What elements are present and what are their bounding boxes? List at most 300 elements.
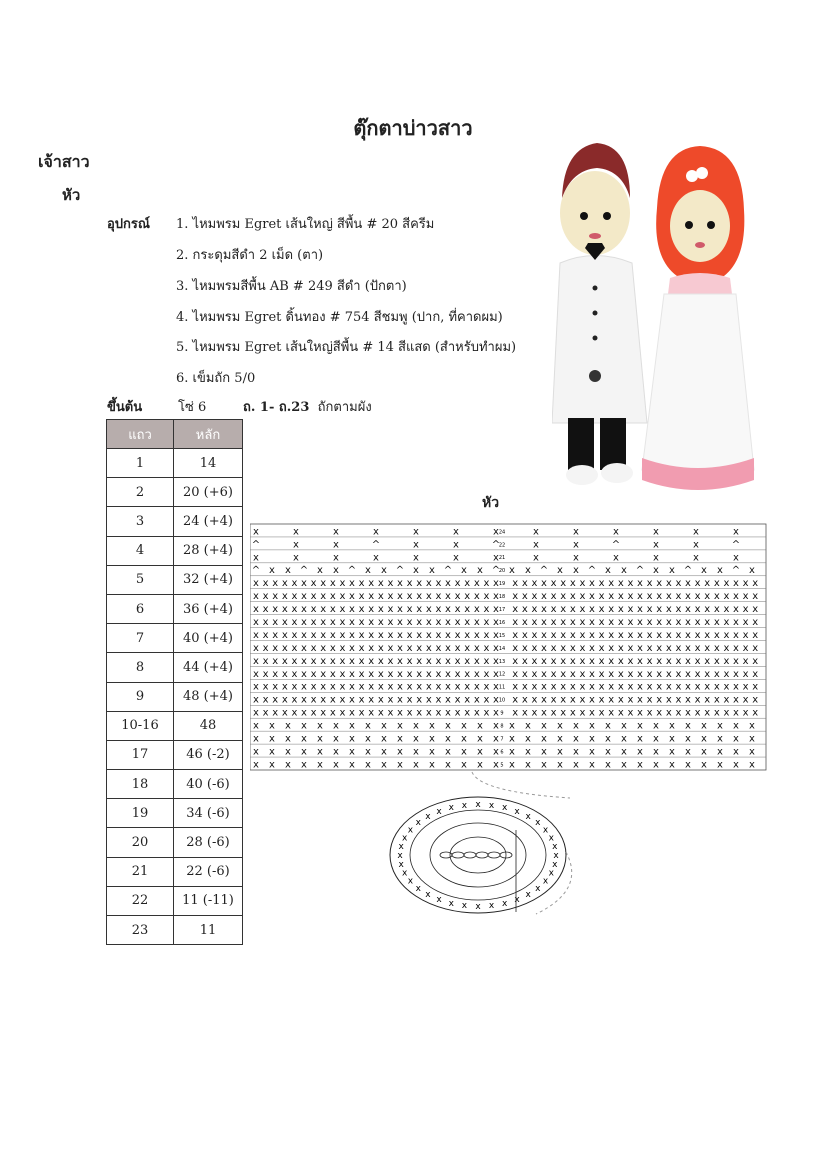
stitch-symbol: x xyxy=(368,642,375,654)
row-number-cell: 1 xyxy=(107,449,174,478)
stitch-symbol: x xyxy=(445,629,451,641)
chart-row-number: 16 xyxy=(498,619,506,626)
stitch-symbol: x xyxy=(579,668,586,680)
stitch-symbol: x xyxy=(733,707,739,719)
stitch-symbol: x xyxy=(541,720,547,732)
stitch-symbol: x xyxy=(320,591,327,603)
stitch-symbol: x xyxy=(435,629,442,641)
stitch-symbol: x xyxy=(608,681,615,693)
stitch-symbol: x xyxy=(320,616,327,628)
stitch-symbol: x xyxy=(685,759,691,771)
stitch-symbol: x xyxy=(573,565,579,577)
chart-row-number: 17 xyxy=(498,607,506,614)
stitch-symbol: x xyxy=(598,655,605,667)
stitch-symbol: x xyxy=(560,629,567,641)
stitch-symbol: x xyxy=(281,681,288,693)
stitch-symbol: x xyxy=(541,694,547,706)
chart-row-number: 10 xyxy=(498,697,506,704)
table-row xyxy=(107,711,243,740)
stitch-symbol: x xyxy=(637,591,643,603)
stitch-symbol: x xyxy=(397,616,403,628)
chart-row-number: 6 xyxy=(500,749,504,756)
stitch-symbol: x xyxy=(542,876,549,887)
stitch-symbol: x xyxy=(483,694,490,706)
stitch-symbol: x xyxy=(717,759,723,771)
stitch-symbol: x xyxy=(521,707,528,719)
table-row xyxy=(107,507,243,536)
stitch-symbol: x xyxy=(573,720,579,732)
stitch-symbol: x xyxy=(301,720,307,732)
stitch-symbol: x xyxy=(477,720,483,732)
table-row xyxy=(107,770,243,799)
page-title: ตุ๊กตาบ่าวสาว xyxy=(353,116,473,140)
stitch-symbol: x xyxy=(589,642,595,654)
stitch-symbol: x xyxy=(445,681,451,693)
stitch-symbol: x xyxy=(291,681,298,693)
stitch-symbol: x xyxy=(387,591,394,603)
stitch-symbol: x xyxy=(525,733,531,745)
stitch-symbol: x xyxy=(473,629,480,641)
stitch-symbol: x xyxy=(477,733,483,745)
stitch-symbol: x xyxy=(291,694,298,706)
stitch-symbol: x xyxy=(685,668,691,680)
material-item: 5. ไหมพรม Egret เส้นใหญ่สีพื้น # 14 สีแสด (สำหรับทำผม) xyxy=(176,340,517,355)
stitch-symbol: x xyxy=(262,694,269,706)
stitch-symbol: x xyxy=(733,681,739,693)
stitch-symbol: x xyxy=(310,642,317,654)
stitch-symbol: x xyxy=(272,629,279,641)
stitch-symbol: x xyxy=(365,720,371,732)
stitch-symbol: x xyxy=(617,694,624,706)
row-number-cell: 22 xyxy=(107,886,174,915)
stitch-symbol: x xyxy=(329,668,336,680)
stitch-symbol: x xyxy=(617,707,624,719)
stitch-symbol: x xyxy=(413,759,419,771)
stitch-symbol: x xyxy=(387,668,394,680)
stitch-symbol: x xyxy=(301,681,307,693)
stitch-symbol: x xyxy=(541,578,547,590)
stitch-symbol: x xyxy=(425,668,432,680)
row-number-cell: 18 xyxy=(107,770,174,799)
stitch-count-cell: 11 xyxy=(174,916,243,945)
stitch-symbol: x xyxy=(752,707,759,719)
stitch-symbol: x xyxy=(675,642,682,654)
stitch-symbol: x xyxy=(656,681,663,693)
stitch-symbol: x xyxy=(646,591,653,603)
stitch-symbol: x xyxy=(464,591,471,603)
stitch-symbol: x xyxy=(291,591,298,603)
stitch-symbol: x xyxy=(349,604,355,616)
stitch-symbol: x xyxy=(406,642,413,654)
stitch-symbol: x xyxy=(448,898,454,909)
stitch-symbol: x xyxy=(483,616,490,628)
stitch-symbol: x xyxy=(733,616,739,628)
stitch-symbol: x xyxy=(377,707,384,719)
stitch-symbol: x xyxy=(665,642,672,654)
stitch-symbol: x xyxy=(445,720,451,732)
stitch-symbol: x xyxy=(368,694,375,706)
stitch-symbol: x xyxy=(713,707,720,719)
chain-stitch xyxy=(452,852,464,858)
row-number-cell: 19 xyxy=(107,799,174,828)
stitch-symbol: x xyxy=(589,668,595,680)
stitch-symbol: x xyxy=(493,616,499,628)
stitch-symbol: x xyxy=(349,759,355,771)
stitch-symbol: x xyxy=(253,642,259,654)
stitch-symbol: x xyxy=(368,616,375,628)
stitch-symbol: x xyxy=(464,578,471,590)
stitch-symbol: x xyxy=(349,707,355,719)
stitch-symbol: x xyxy=(281,707,288,719)
stitch-symbol: x xyxy=(749,733,755,745)
stitch-symbol: x xyxy=(339,642,346,654)
stitch-symbol: x xyxy=(541,604,547,616)
stitch-symbol: x xyxy=(272,578,279,590)
stitch-symbol: x xyxy=(637,616,643,628)
stitch-symbol: x xyxy=(301,733,307,745)
stitch-symbol: x xyxy=(301,616,307,628)
stitch-symbol: x xyxy=(461,800,468,811)
stitch-symbol: x xyxy=(579,707,586,719)
stitch-symbol: x xyxy=(531,707,538,719)
stitch-symbol: x xyxy=(646,681,653,693)
stitch-symbol: x xyxy=(445,616,451,628)
stitch-symbol: x xyxy=(365,759,371,771)
stitch-symbol: x xyxy=(512,578,519,590)
stitch-symbol: x xyxy=(713,629,720,641)
row-number-cell: 7 xyxy=(107,624,174,653)
stitch-symbol: x xyxy=(381,720,387,732)
rows-note: ถักตามผัง xyxy=(317,400,372,415)
stitch-symbol: x xyxy=(333,720,339,732)
stitch-symbol: x xyxy=(339,694,346,706)
stitch-symbol: x xyxy=(454,604,461,616)
stitch-symbol: x xyxy=(253,681,259,693)
stitch-symbol: x xyxy=(387,616,394,628)
stitch-symbol: x xyxy=(253,668,259,680)
stitch-symbol: x xyxy=(605,733,611,745)
row-number-cell: 6 xyxy=(107,594,174,623)
stitch-symbol: x xyxy=(646,694,653,706)
stitch-symbol: x xyxy=(349,578,355,590)
stitch-symbol: x xyxy=(598,668,605,680)
stitch-symbol: x xyxy=(569,591,576,603)
stitch-symbol: x xyxy=(272,604,279,616)
stitch-symbol: x xyxy=(272,668,279,680)
stitch-symbol: x xyxy=(493,655,499,667)
stitch-symbol: x xyxy=(435,642,442,654)
stitch-symbol: x xyxy=(502,898,508,909)
stitch-symbol: x xyxy=(653,552,659,564)
stitch-symbol: x xyxy=(617,681,624,693)
stitch-symbol: x xyxy=(317,733,323,745)
stitch-symbol: x xyxy=(333,733,339,745)
stitch-symbol: x xyxy=(397,694,403,706)
stitch-symbol: x xyxy=(752,642,759,654)
stitch-symbol: x xyxy=(262,668,269,680)
stitch-symbol: x xyxy=(365,733,371,745)
stitch-symbol: x xyxy=(291,707,298,719)
stitch-symbol: x xyxy=(262,707,269,719)
stitch-symbol: x xyxy=(704,616,711,628)
stitch-count-cell: 48 xyxy=(174,711,243,740)
stitch-symbol: x xyxy=(701,733,707,745)
stitch-symbol: x xyxy=(493,707,499,719)
stitch-symbol: x xyxy=(733,694,739,706)
stitch-symbol: x xyxy=(483,629,490,641)
stitch-symbol: ^ xyxy=(539,565,549,577)
stitch-symbol: x xyxy=(377,629,384,641)
stitch-symbol: x xyxy=(569,604,576,616)
stitch-symbol: x xyxy=(368,629,375,641)
stitch-symbol: x xyxy=(733,746,739,758)
stitch-symbol: x xyxy=(317,759,323,771)
stitch-symbol: x xyxy=(723,629,730,641)
stitch-count-cell: 14 xyxy=(174,449,243,478)
stitch-symbol: x xyxy=(377,591,384,603)
stitch-symbol: x xyxy=(377,642,384,654)
stitch-symbol: x xyxy=(425,890,431,901)
stitch-symbol: x xyxy=(358,655,365,667)
stitch-symbol: x xyxy=(569,668,576,680)
stitch-symbol: x xyxy=(573,552,579,564)
stitch-symbol: x xyxy=(704,604,711,616)
stitch-symbol: x xyxy=(320,681,327,693)
stitch-symbol: x xyxy=(397,733,403,745)
stitch-symbol: x xyxy=(621,759,627,771)
stitch-symbol: x xyxy=(541,733,547,745)
stitch-symbol: x xyxy=(435,604,442,616)
stitch-symbol: x xyxy=(742,681,749,693)
stitch-symbol: x xyxy=(406,694,413,706)
stitch-symbol: x xyxy=(704,694,711,706)
stitch-symbol: x xyxy=(704,655,711,667)
stitch-symbol: x xyxy=(531,668,538,680)
stitch-symbol: x xyxy=(358,668,365,680)
stitch-symbol: x xyxy=(685,720,691,732)
stitch-symbol: x xyxy=(533,526,539,538)
stitch-symbol: x xyxy=(262,591,269,603)
stitch-symbol: x xyxy=(704,629,711,641)
stitch-symbol: x xyxy=(627,681,634,693)
stitch-symbol: x xyxy=(569,655,576,667)
stitch-symbol: x xyxy=(656,694,663,706)
stitch-symbol: x xyxy=(317,565,323,577)
oval-start-diagram xyxy=(386,790,576,920)
row-number-cell: 5 xyxy=(107,565,174,594)
stitch-symbol: x xyxy=(454,655,461,667)
stitch-symbol: x xyxy=(349,591,355,603)
stitch-symbol: x xyxy=(425,629,432,641)
stitch-symbol: x xyxy=(406,707,413,719)
stitch-symbol: x xyxy=(483,681,490,693)
stitch-symbol: x xyxy=(397,591,403,603)
stitch-count-cell: 44 (+4) xyxy=(174,653,243,682)
chart-row-number: 7 xyxy=(500,736,504,743)
stitch-symbol: x xyxy=(733,578,739,590)
table-row xyxy=(107,478,243,507)
stitch-symbol: x xyxy=(533,539,539,551)
stitch-symbol: x xyxy=(429,746,435,758)
stitch-symbol: x xyxy=(617,616,624,628)
stitch-symbol: x xyxy=(454,578,461,590)
stitch-symbol: x xyxy=(368,681,375,693)
stitch-symbol: x xyxy=(397,759,403,771)
stitch-symbol: x xyxy=(733,759,739,771)
header-row: แถว xyxy=(107,420,174,449)
stitch-symbol: x xyxy=(579,616,586,628)
stitch-symbol: x xyxy=(656,655,663,667)
stitch-symbol: x xyxy=(589,759,595,771)
stitch-symbol: x xyxy=(685,629,691,641)
stitch-symbol: x xyxy=(339,668,346,680)
stitch-symbol: x xyxy=(557,759,563,771)
stitch-symbol: x xyxy=(560,591,567,603)
stitch-symbol: x xyxy=(435,694,442,706)
stitch-symbol: x xyxy=(550,578,557,590)
stitch-symbol: x xyxy=(368,604,375,616)
stitch-symbol: x xyxy=(473,604,480,616)
crochet-chart xyxy=(250,522,770,772)
stitch-symbol: x xyxy=(550,681,557,693)
stitch-symbol: x xyxy=(752,616,759,628)
stitch-symbol: x xyxy=(665,707,672,719)
stitch-symbol: x xyxy=(358,591,365,603)
stitch-symbol: x xyxy=(454,694,461,706)
stitch-symbol: x xyxy=(569,578,576,590)
chain-stitch xyxy=(464,852,476,858)
stitch-symbol: x xyxy=(560,694,567,706)
stitch-symbol: x xyxy=(373,552,379,564)
row-number-cell: 20 xyxy=(107,828,174,857)
stitch-symbol: x xyxy=(397,655,403,667)
stitch-count-cell: 48 (+4) xyxy=(174,682,243,711)
stitch-symbol: x xyxy=(425,681,432,693)
stitch-symbol: x xyxy=(285,565,291,577)
table-row xyxy=(107,828,243,857)
table-row xyxy=(107,682,243,711)
stitch-symbol: x xyxy=(552,842,558,853)
stitch-symbol: x xyxy=(358,707,365,719)
stitch-symbol: x xyxy=(749,720,755,732)
stitch-symbol: x xyxy=(413,539,419,551)
stitch-symbol: x xyxy=(579,642,586,654)
row-number-cell: 21 xyxy=(107,857,174,886)
stitch-symbol: x xyxy=(560,578,567,590)
stitch-symbol: x xyxy=(656,616,663,628)
stitch-symbol: x xyxy=(272,591,279,603)
stitch-symbol: x xyxy=(329,707,336,719)
stitch-symbol: x xyxy=(435,668,442,680)
stitch-symbol: x xyxy=(653,720,659,732)
stitch-symbol: x xyxy=(605,759,611,771)
chart-connector-line xyxy=(470,770,580,800)
stitch-symbol: x xyxy=(493,759,499,771)
stitch-symbol: x xyxy=(473,694,480,706)
stitch-symbol: x xyxy=(301,694,307,706)
stitch-symbol: x xyxy=(605,565,611,577)
stitch-symbol: x xyxy=(416,655,423,667)
stitch-symbol: x xyxy=(281,591,288,603)
stitch-symbol: x xyxy=(253,591,259,603)
stitch-symbol: ^ xyxy=(587,565,597,577)
stitch-symbol: x xyxy=(541,642,547,654)
stitch-symbol: x xyxy=(269,733,275,745)
stitch-symbol: x xyxy=(509,720,515,732)
stitch-symbol: x xyxy=(675,591,682,603)
stitch-symbol: x xyxy=(749,759,755,771)
stitch-symbol: x xyxy=(713,591,720,603)
stitch-symbol: x xyxy=(339,707,346,719)
stitch-symbol: x xyxy=(461,565,467,577)
stitch-symbol: x xyxy=(329,578,336,590)
stitch-symbol: x xyxy=(397,851,403,861)
stitch-symbol: x xyxy=(349,642,355,654)
stitch-symbol: x xyxy=(541,759,547,771)
stitch-symbol: x xyxy=(301,578,307,590)
stitch-symbol: x xyxy=(329,604,336,616)
stitch-count-cell: 36 (+4) xyxy=(174,594,243,623)
stitch-count-cell: 28 (+4) xyxy=(174,536,243,565)
stitch-count-cell: 24 (+4) xyxy=(174,507,243,536)
stitch-symbol: x xyxy=(253,759,259,771)
stitch-symbol: x xyxy=(531,578,538,590)
stitch-symbol: x xyxy=(637,681,643,693)
stitch-symbol: x xyxy=(701,759,707,771)
stitch-symbol: x xyxy=(669,565,675,577)
stitch-symbol: x xyxy=(416,616,423,628)
stitch-symbol: x xyxy=(656,668,663,680)
stitch-symbol: x xyxy=(717,746,723,758)
stitch-symbol: x xyxy=(464,668,471,680)
table-row xyxy=(107,916,243,945)
stitch-symbol: x xyxy=(473,591,480,603)
stitch-symbol: x xyxy=(552,859,558,870)
row-number-cell: 9 xyxy=(107,682,174,711)
stitch-symbol: x xyxy=(387,707,394,719)
stitch-symbol: x xyxy=(646,642,653,654)
stitch-symbol: x xyxy=(416,604,423,616)
stitch-symbol: x xyxy=(598,629,605,641)
stitch-symbol: x xyxy=(512,604,519,616)
stitch-symbol: x xyxy=(493,578,499,590)
stitch-symbol: x xyxy=(281,655,288,667)
stitch-symbol: x xyxy=(464,681,471,693)
stitch-symbol: x xyxy=(675,707,682,719)
stitch-symbol: x xyxy=(502,803,508,814)
stitch-symbol: x xyxy=(637,629,643,641)
stitch-symbol: x xyxy=(531,604,538,616)
stitch-symbol: x xyxy=(694,642,701,654)
stitch-symbol: x xyxy=(416,642,423,654)
stitch-symbol: x xyxy=(477,759,483,771)
stitch-symbol: x xyxy=(493,552,499,564)
stitch-symbol: x xyxy=(445,733,451,745)
stitch-symbol: x xyxy=(512,681,519,693)
stitch-symbol: x xyxy=(339,655,346,667)
stitch-symbol: x xyxy=(723,668,730,680)
stitch-symbol: x xyxy=(387,681,394,693)
stitch-symbol: x xyxy=(535,883,541,894)
stitch-symbol: x xyxy=(675,616,682,628)
stitch-symbol: x xyxy=(310,591,317,603)
stitch-symbol: x xyxy=(377,655,384,667)
stitch-symbol: x xyxy=(621,746,627,758)
stitch-symbol: x xyxy=(483,578,490,590)
stitch-symbol: x xyxy=(301,746,307,758)
stitch-symbol: x xyxy=(454,616,461,628)
stitch-symbol: x xyxy=(416,707,423,719)
